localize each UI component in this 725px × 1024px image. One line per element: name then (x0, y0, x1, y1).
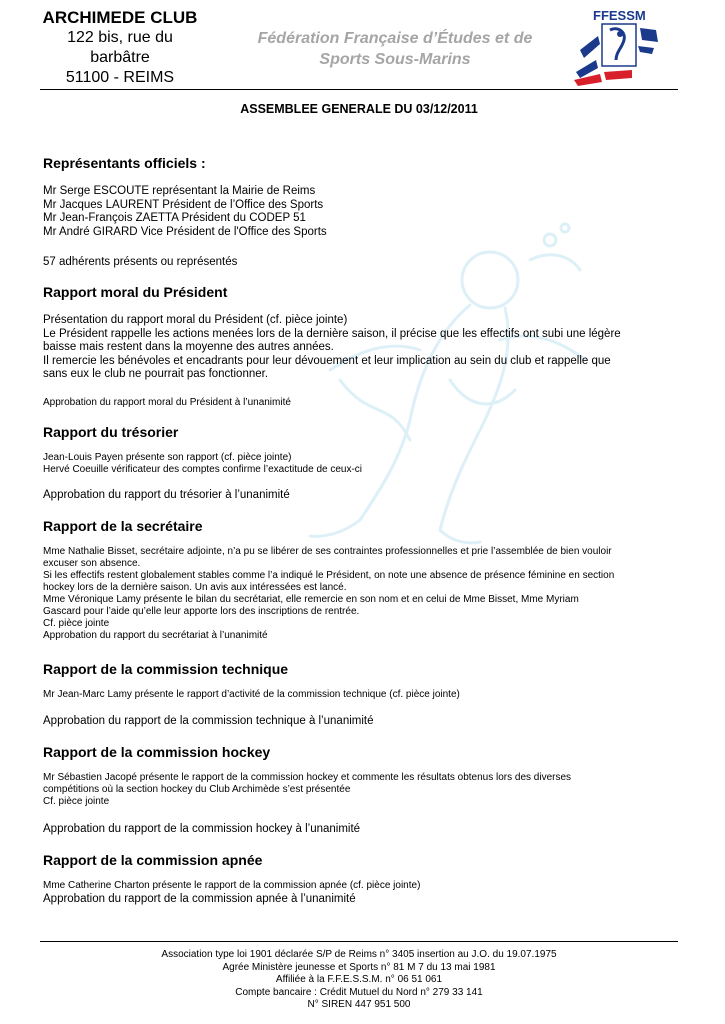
address-line: 51100 - REIMS (65, 69, 175, 86)
header-divider (40, 89, 678, 90)
ffessm-logo (566, 6, 662, 88)
text-line: Mr Jacques LAURENT Président de l’Office des Sports (43, 198, 324, 211)
text-line: baisse mais restent dans la moyenne des autres années. (43, 341, 334, 353)
address-line: barbâtre (90, 49, 150, 66)
federation-name (230, 28, 560, 70)
document-title: ASSEMBLEE GENERALE DU 03/12/2011 (240, 102, 478, 116)
text-line: Mme Catherine Charton présente le rapport de la commission apnée (cf. pièce jointe) (43, 880, 421, 891)
text-line: Mr Sébastien Jacopé présente le rapport de la commission hockey et commente les résultats obtenus lors des diverses (43, 772, 572, 783)
section-heading: Rapport de la commission apnée (43, 852, 263, 868)
text-line: Mme Nathalie Bisset, secrétaire adjointe, n’a pu se libérer de ses contraintes professionnelles et prie l’assemblée de bien vouloir (43, 546, 612, 557)
section-heading: Rapport de la commission technique (43, 661, 289, 677)
paragraph (43, 452, 683, 476)
text-line: Mr Serge ESCOUTE représentant la Mairie de Reims (43, 185, 316, 197)
footer (40, 949, 678, 1012)
text-line: Le Président rappelle les actions menées lors de la dernière saison, il précise que les effectifs ont subi une légère (43, 327, 621, 340)
footer-line: Association type loi 1901 déclarée S/P de Reims n° 3405 insertion au J.O. du 19.07.1975 (161, 949, 557, 960)
paragraph (43, 772, 683, 808)
attendance-text: 57 adhérents présents ou représentés (43, 256, 238, 268)
section-heading: Rapport de la commission hockey (43, 744, 271, 760)
text-line: Mr Jean-François ZAETTA Président du CODEP 51 (43, 212, 306, 224)
footer-line: Compte bancaire : Crédit Mutuel du Nord n° 279 33 141 (235, 986, 483, 998)
footer-divider (40, 941, 678, 942)
club-name: ARCHIMEDE CLUB (42, 8, 198, 27)
text-line: Présentation du rapport moral du Président (cf. pièce jointe) (43, 314, 348, 326)
text-line: Mme Véronique Lamy présente le bilan du secrétariat, elle remercie en son nom et en celui de Mme Bisset, Mme Myriam (43, 594, 579, 605)
text-line: Il remercie les bénévoles et encadrants pour leur dévouement et leur implication au sein du club et rappelle que (43, 354, 611, 367)
text-line: Si les effectifs restent globalement stables comme l’a indiqué le Président, on note une absence de présence féminine en section (43, 570, 615, 581)
address-line: 122 bis, rue du (67, 29, 173, 46)
approval-text: Approbation du rapport de la commission technique à l’unanimité (43, 715, 374, 727)
text-line: excuser son absence. (43, 558, 141, 569)
section-heading: Rapport de la secrétaire (43, 518, 203, 534)
approval-text: Approbation du rapport de la commission apnée à l’unanimité (43, 893, 356, 905)
footer-line: N° SIREN 447 951 500 (307, 999, 411, 1010)
representants-list (43, 185, 683, 239)
club-address-block (20, 8, 220, 88)
text-line: Cf. pièce jointe (43, 618, 110, 629)
federation-line: Sports Sous-Marins (319, 51, 471, 68)
footer-line: Affiliée à la F.F.E.S.S.M. n° 06 51 061 (275, 974, 443, 985)
text-line: Mr Jean-Marc Lamy présente le rapport d’activité de la commission technique (cf. pièce jointe) (43, 689, 460, 700)
paragraph (43, 314, 683, 382)
paragraph (43, 880, 683, 892)
section-heading: Rapport moral du Président (43, 284, 228, 300)
text-line: Hervé Coeuille vérificateur des comptes confirme l’exactitude de ceux-ci (43, 464, 363, 475)
text-line: hockey lors de la dernière saison. Un avis aux intéressées est lancé. (43, 582, 347, 593)
approval-text: Approbation du rapport de la commission hockey à l’unanimité (43, 823, 361, 835)
federation-line: Fédération Française d’Études et de (257, 30, 533, 47)
text-line: Jean-Louis Payen présente son rapport (cf. pièce jointe) (43, 452, 292, 463)
paragraph (43, 546, 683, 642)
approval-text: Approbation du rapport moral du Président à l’unanimité (43, 397, 291, 408)
text-line: sans eux le club ne pourrait pas fonctionner. (43, 368, 269, 380)
text-line: compétitions où la section hockey du Club Archimède s’est présentée (43, 784, 351, 795)
text-line: Approbation du rapport du secrétariat à l’unanimité (43, 630, 268, 641)
text-line: Gascard pour l’aide qu’elle leur apporte lors des inscriptions de rentrée. (43, 606, 360, 617)
section-heading: Rapport du trésorier (43, 424, 179, 440)
logo-text: FFESSM (593, 8, 646, 23)
approval-text: Approbation du rapport du trésorier à l’unanimité (43, 489, 290, 501)
section-heading: Représentants officiels : (43, 155, 206, 171)
text-line: Cf. pièce jointe (43, 796, 110, 807)
footer-line: Agrée Ministère jeunesse et Sports n° 81 M 7 du 13 mai 1981 (222, 961, 496, 973)
text-line: Mr André GIRARD Vice Président de l'Office des Sports (43, 225, 327, 238)
paragraph (43, 689, 683, 701)
